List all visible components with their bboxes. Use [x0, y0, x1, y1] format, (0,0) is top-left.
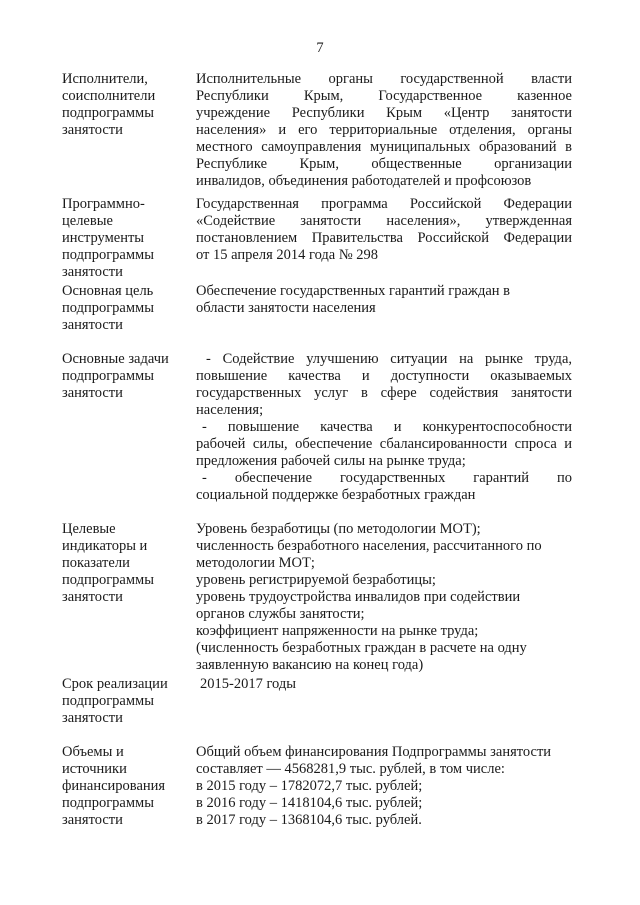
- row-label: Срок реализации подпрограммы занятости: [62, 676, 168, 726]
- row-label: Программно- целевые инструменты подпрограммы занятости: [62, 196, 154, 280]
- row-label: Объемы и источники финансирования подпрограммы занятости: [62, 744, 166, 828]
- page-number: 7: [316, 40, 324, 56]
- row-label: Исполнители, соисполнители подпрограммы занятости: [62, 71, 156, 138]
- row-label: Основные задачи подпрограммы занятости: [62, 351, 169, 401]
- row-content: Исполнительные органы государственной власти Республики Крым, Государственное казенное учреждение Республики Крым «Центр занятости населения» и его территориальные отделения, органы местного самоуправления муниципальных образований в Республике Крым, общественные организации инвалидов, объединения работодателей и профсоюзов: [196, 71, 572, 189]
- row-content: 2015-2017 годы: [200, 676, 296, 692]
- row-content: - Содействие улучшению ситуации на рынке труда, повышение качества и доступности оказываемых государственных услуг в сфере содействия занятости населения; - повышение качества и конкурентоспособности рабочей силы, обеспечение сбалансированности спроса и предложения рабочей силы на рынке труда; - обеспечение государственных гарантий по социальной поддержке безработных граждан: [196, 351, 572, 503]
- row-label: Целевые индикаторы и показатели подпрограммы занятости: [62, 521, 154, 605]
- row-content: Уровень безработицы (по методологии МОТ); численность безработного населения, рассчитанного по методологии МОТ; уровень регистрируемой безработицы; уровень трудоустройства инвалидов при содействии органов службы занятости; коэффициент напряженности на рынке труда; (численность безработных граждан в расчете на одну заявленную вакансию на конец года): [196, 521, 542, 673]
- row-content: Общий объем финансирования Подпрограммы занятости составляет — 4568281,9 тыс. рублей, в том числе: в 2015 году – 1782072,7 тыс. рублей; в 2016 году – 1418104,6 тыс. рублей; в 2017 году – 1368104,6 тыс. рублей.: [196, 744, 552, 828]
- row-content: Обеспечение государственных гарантий граждан в области занятости населения: [196, 283, 510, 316]
- row-content: Государственная программа Российской Федерации «Содействие занятости населения», утвержденная постановлением Правительства Российской Федерации от 15 апреля 2014 года № 298: [196, 196, 572, 263]
- row-label: Основная цель подпрограммы занятости: [62, 283, 154, 333]
